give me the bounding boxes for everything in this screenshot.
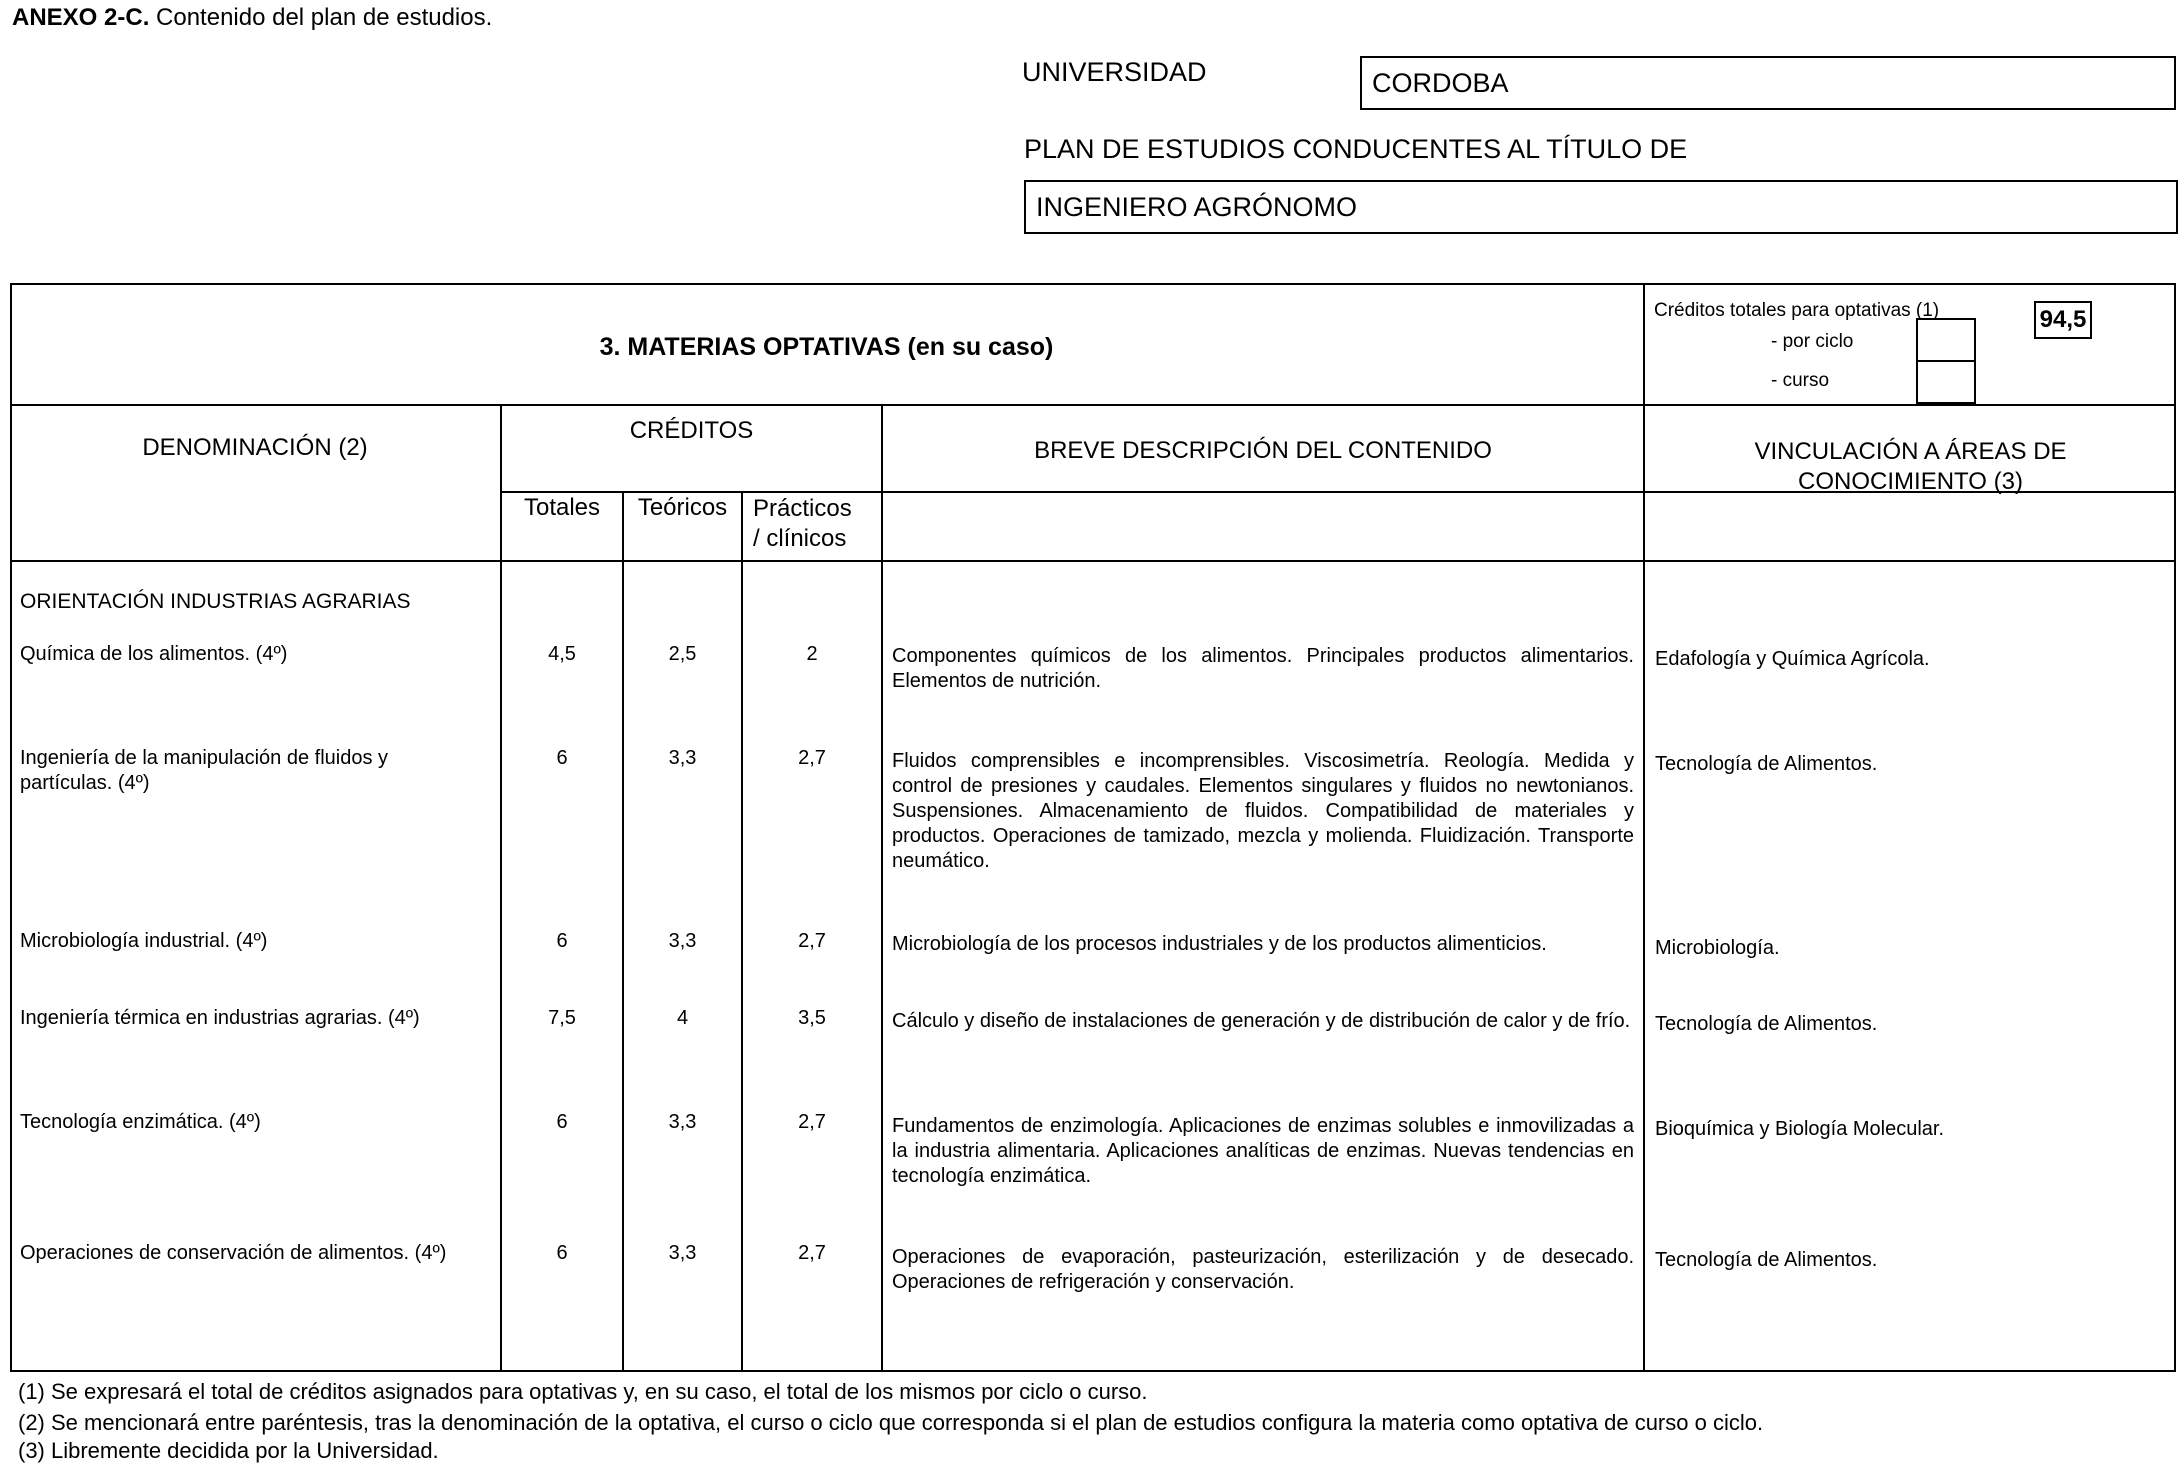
row-teoricos: 3,3 (668, 747, 697, 769)
credits-total-label: Créditos totales para optativas (1) (1654, 300, 1940, 321)
row-totales: 4,5 (548, 643, 576, 665)
row-name: Operaciones de conservación de alimentos. (4º) (20, 1242, 447, 1264)
footnote-3: (3) Libremente decidida por la Universidad. (18, 1438, 439, 1463)
row-practicos: 3,5 (798, 1007, 826, 1029)
header-teoricos: Teóricos (637, 494, 728, 521)
row-description: Microbiología de los procesos industriales y de los productos alimenticios. (892, 933, 1547, 955)
row-practicos: 2,7 (798, 747, 826, 769)
annex-label: ANEXO 2-C. (12, 4, 150, 31)
header-totales: Totales (523, 494, 601, 521)
annex-text: Contenido del plan de estudios. (149, 4, 493, 31)
row-name: Tecnología enzimática. (4º) (20, 1111, 261, 1133)
university-field (1360, 56, 2176, 110)
row-description: Cálculo y diseño de instalaciones de generación y de distribución de calor y de frío. (892, 1010, 1631, 1032)
per-course-box (1916, 360, 1976, 404)
row-area: Tecnología de Alimentos. (1655, 1249, 1878, 1271)
section-title: 3. MATERIAS OPTATIVAS (en su caso) (599, 333, 1054, 361)
footnote-2: (2) Se mencionará entre paréntesis, tras la denominación de la optativa, el curso o ciclo que corresponda si el plan de estudios configura la materia como optativa de curso o ciclo. (18, 1410, 1764, 1435)
row-description: Componentes químicos de los alimentos. Principales productos alimentarios. Elementos de nutrición. (892, 645, 1634, 692)
col-divider-1 (500, 404, 502, 1372)
row-description: Fundamentos de enzimología. Aplicaciones de enzimas solubles e inmovilizadas a la industria alimentaria. Aplicaciones analíticas de enzimas. Nuevas tendencias en tecnología enzimática. (892, 1115, 1634, 1187)
row-totales: 6 (556, 747, 568, 769)
row-area: Tecnología de Alimentos. (1655, 753, 1878, 775)
row-practicos: 2,7 (798, 1242, 826, 1264)
university-value: CORDOBA (1372, 68, 1509, 98)
row-totales: 6 (556, 1111, 568, 1133)
header-vinculacion (1645, 437, 2176, 497)
annex-title (12, 4, 492, 32)
header-descripcion: BREVE DESCRIPCIÓN DEL CONTENIDO (1034, 437, 1492, 464)
row-area: Edafología y Química Agrícola. (1655, 648, 1930, 670)
degree-value: INGENIERO AGRÓNOMO (1036, 192, 1358, 222)
row-teoricos: 3,3 (668, 930, 697, 952)
row-totales: 6 (556, 930, 568, 952)
degree-field (1024, 180, 2178, 234)
row-area: Tecnología de Alimentos. (1655, 1013, 1878, 1035)
row-practicos: 2,7 (798, 930, 826, 952)
group-label: ORIENTACIÓN INDUSTRIAS AGRARIAS (20, 590, 411, 613)
row-teoricos: 4 (676, 1007, 689, 1029)
row-name: Ingeniería térmica en industrias agrarias. (4º) (20, 1007, 420, 1029)
credits-total-value: 94,5 (2039, 306, 2087, 333)
row-name: Ingeniería de la manipulación de fluidos y partículas. (4º) (20, 747, 389, 794)
credits-total-box (2034, 301, 2092, 339)
row-practicos: 2 (806, 643, 818, 665)
header-vinculacion-line1: VINCULACIÓN A ÁREAS DE (1754, 438, 2067, 465)
row-teoricos: 3,3 (668, 1242, 697, 1264)
row-totales: 6 (556, 1242, 568, 1264)
row-description: Operaciones de evaporación, pasteurización, esterilización y de desecado. Operaciones de refrigeración y conservación. (892, 1246, 1634, 1293)
row-teoricos: 3,3 (668, 1111, 697, 1133)
header-practicos (743, 494, 881, 554)
rule-header-bottom (10, 560, 2176, 562)
header-practicos-line1: Prácticos (753, 495, 852, 522)
row-area: Bioquímica y Biología Molecular. (1655, 1118, 1945, 1140)
col-divider-4 (881, 404, 883, 1372)
university-label: UNIVERSIDAD (1022, 57, 1207, 87)
header-creditos: CRÉDITOS (629, 417, 754, 444)
per-cycle-box (1916, 318, 1976, 362)
header-vinculacion-line2: CONOCIMIENTO (3) (1798, 468, 2023, 495)
header-denominacion: DENOMINACIÓN (2) (142, 434, 368, 461)
row-totales: 7,5 (548, 1007, 576, 1029)
per-course-label: - curso (1771, 370, 1830, 391)
row-practicos: 2,7 (798, 1111, 826, 1133)
row-description: Fluidos comprensibles e incomprensibles. Viscosimetría. Reología. Medida y control de presiones y caudales. Elementos singulares y fluidos no newtonianos. Suspensiones. Almacenamiento de fluidos. Compatibilidad de materiales y productos. Operaciones de tamizado, mezcla y molienda. Fluidización. Transporte neumático. (892, 750, 1634, 872)
per-cycle-label: - por ciclo (1771, 331, 1854, 352)
row-name: Química de los alimentos. (4º) (20, 643, 288, 665)
row-name: Microbiología industrial. (4º) (20, 930, 268, 952)
row-area: Microbiología. (1655, 937, 1780, 959)
rule-title-bottom (10, 404, 2176, 406)
header-practicos-line2: / clínicos (753, 525, 847, 552)
plan-label: PLAN DE ESTUDIOS CONDUCENTES AL TÍTULO DE (1024, 134, 1688, 164)
row-teoricos: 2,5 (668, 643, 697, 665)
footnote-1: (1) Se expresará el total de créditos asignados para optativas y, en su caso, el total de los mismos por ciclo o curso. (18, 1379, 1148, 1404)
